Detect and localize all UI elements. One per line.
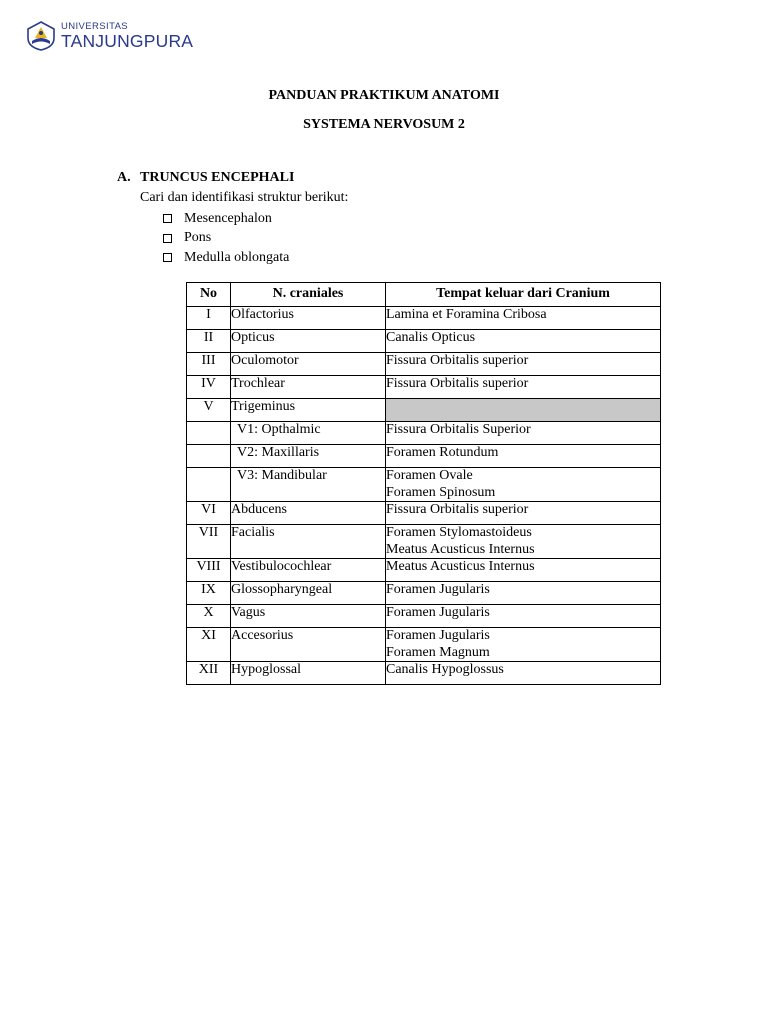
cell-no: X [187, 605, 231, 628]
university-crest-icon [26, 21, 56, 51]
checklist-label: Mesencephalon [184, 210, 272, 226]
cell-exit: Canalis Opticus [386, 330, 661, 353]
exit-line: Meatus Acusticus Internus [386, 541, 535, 557]
cell-exit-shaded [386, 399, 661, 422]
table-row [187, 307, 661, 330]
checklist-item [163, 209, 289, 229]
checkbox-icon[interactable] [163, 234, 172, 243]
cell-nerve: Trigeminus [231, 399, 386, 422]
cell-nerve: Vagus [231, 605, 386, 628]
cell-exit: Canalis Hypoglossus [386, 662, 661, 685]
checkbox-icon[interactable] [163, 253, 172, 262]
logo-line1: UNIVERSITAS [61, 21, 129, 32]
cell-nerve: V2: Maxillaris [231, 445, 386, 468]
table-row [187, 582, 661, 605]
checklist-label: Medulla oblongata [184, 249, 290, 265]
cell-no: XII [187, 662, 231, 685]
table-row [187, 525, 661, 559]
cell-exit: Fissura Orbitalis superior [386, 502, 661, 525]
cell-no: VIII [187, 559, 231, 582]
cell-no-empty [187, 468, 231, 502]
logo-line2: TANJUNGPURA [61, 30, 194, 51]
table-row [187, 559, 661, 582]
table-row [187, 662, 661, 685]
checklist-item [163, 248, 289, 268]
exit-line: Foramen Spinosum [386, 484, 496, 500]
table-row [187, 353, 661, 376]
checkbox-icon[interactable] [163, 214, 172, 223]
structure-checklist [163, 209, 289, 268]
cell-no: VI [187, 502, 231, 525]
cell-nerve: Accesorius [231, 628, 386, 662]
cell-nerve: Olfactorius [231, 307, 386, 330]
cell-exit: Lamina et Foramina Cribosa [386, 307, 661, 330]
cell-exit: Foramen Jugularis [386, 582, 661, 605]
cell-no: II [187, 330, 231, 353]
cell-no: XI [187, 628, 231, 662]
cell-no-empty [187, 445, 231, 468]
cell-no: III [187, 353, 231, 376]
cell-nerve: Facialis [231, 525, 386, 559]
cell-nerve: Glossopharyngeal [231, 582, 386, 605]
cranial-nerves-table [186, 282, 661, 685]
table-row [187, 468, 661, 502]
cell-exit: Fissura Orbitalis Superior [386, 422, 661, 445]
cell-exit [386, 628, 661, 662]
checklist-label: Pons [184, 230, 212, 246]
table-row [187, 422, 661, 445]
cell-nerve: Oculomotor [231, 353, 386, 376]
table-row [187, 445, 661, 468]
table-row [187, 376, 661, 399]
checklist-item [163, 229, 289, 249]
cell-exit: Fissura Orbitalis superior [386, 376, 661, 399]
cell-no-empty [187, 422, 231, 445]
cell-nerve: Hypoglossal [231, 662, 386, 685]
cell-nerve: Abducens [231, 502, 386, 525]
document-title: PANDUAN PRAKTIKUM ANATOMI [268, 88, 500, 103]
table-row [187, 502, 661, 525]
cell-nerve: Trochlear [231, 376, 386, 399]
section-letter: A. [117, 170, 131, 185]
section-title: TRUNCUS ENCEPHALI [140, 170, 295, 185]
column-header-nerve: N. craniales [231, 283, 386, 307]
university-logo [26, 20, 193, 52]
cell-exit: Fissura Orbitalis superior [386, 353, 661, 376]
column-header-exit: Tempat keluar dari Cranium [386, 283, 661, 307]
table-row [187, 330, 661, 353]
exit-line: Foramen Stylomastoideus [386, 525, 532, 540]
table-row [187, 628, 661, 662]
cell-exit: Foramen Jugularis [386, 605, 661, 628]
cell-nerve: Vestibulocochlear [231, 559, 386, 582]
table-header-row [187, 283, 661, 307]
column-header-no: No [187, 283, 231, 307]
section-instruction: Cari dan identifikasi struktur berikut: [140, 190, 349, 205]
cell-nerve: V3: Mandibular [231, 468, 386, 502]
document-subtitle: SYSTEMA NERVOSUM 2 [303, 117, 465, 132]
exit-line: Foramen Ovale [386, 468, 473, 483]
cell-no: IX [187, 582, 231, 605]
cell-exit [386, 468, 661, 502]
cell-no: IV [187, 376, 231, 399]
cell-exit [386, 525, 661, 559]
cell-exit: Foramen Rotundum [386, 445, 661, 468]
table-row [187, 399, 661, 422]
cell-no: V [187, 399, 231, 422]
cell-nerve: Opticus [231, 330, 386, 353]
exit-line: Foramen Magnum [386, 644, 490, 660]
exit-line: Foramen Jugularis [386, 628, 490, 643]
cell-no: VII [187, 525, 231, 559]
table-row [187, 605, 661, 628]
cell-no: I [187, 307, 231, 330]
section-heading [117, 170, 294, 186]
cell-nerve: V1: Opthalmic [231, 422, 386, 445]
cell-exit: Meatus Acusticus Internus [386, 559, 661, 582]
